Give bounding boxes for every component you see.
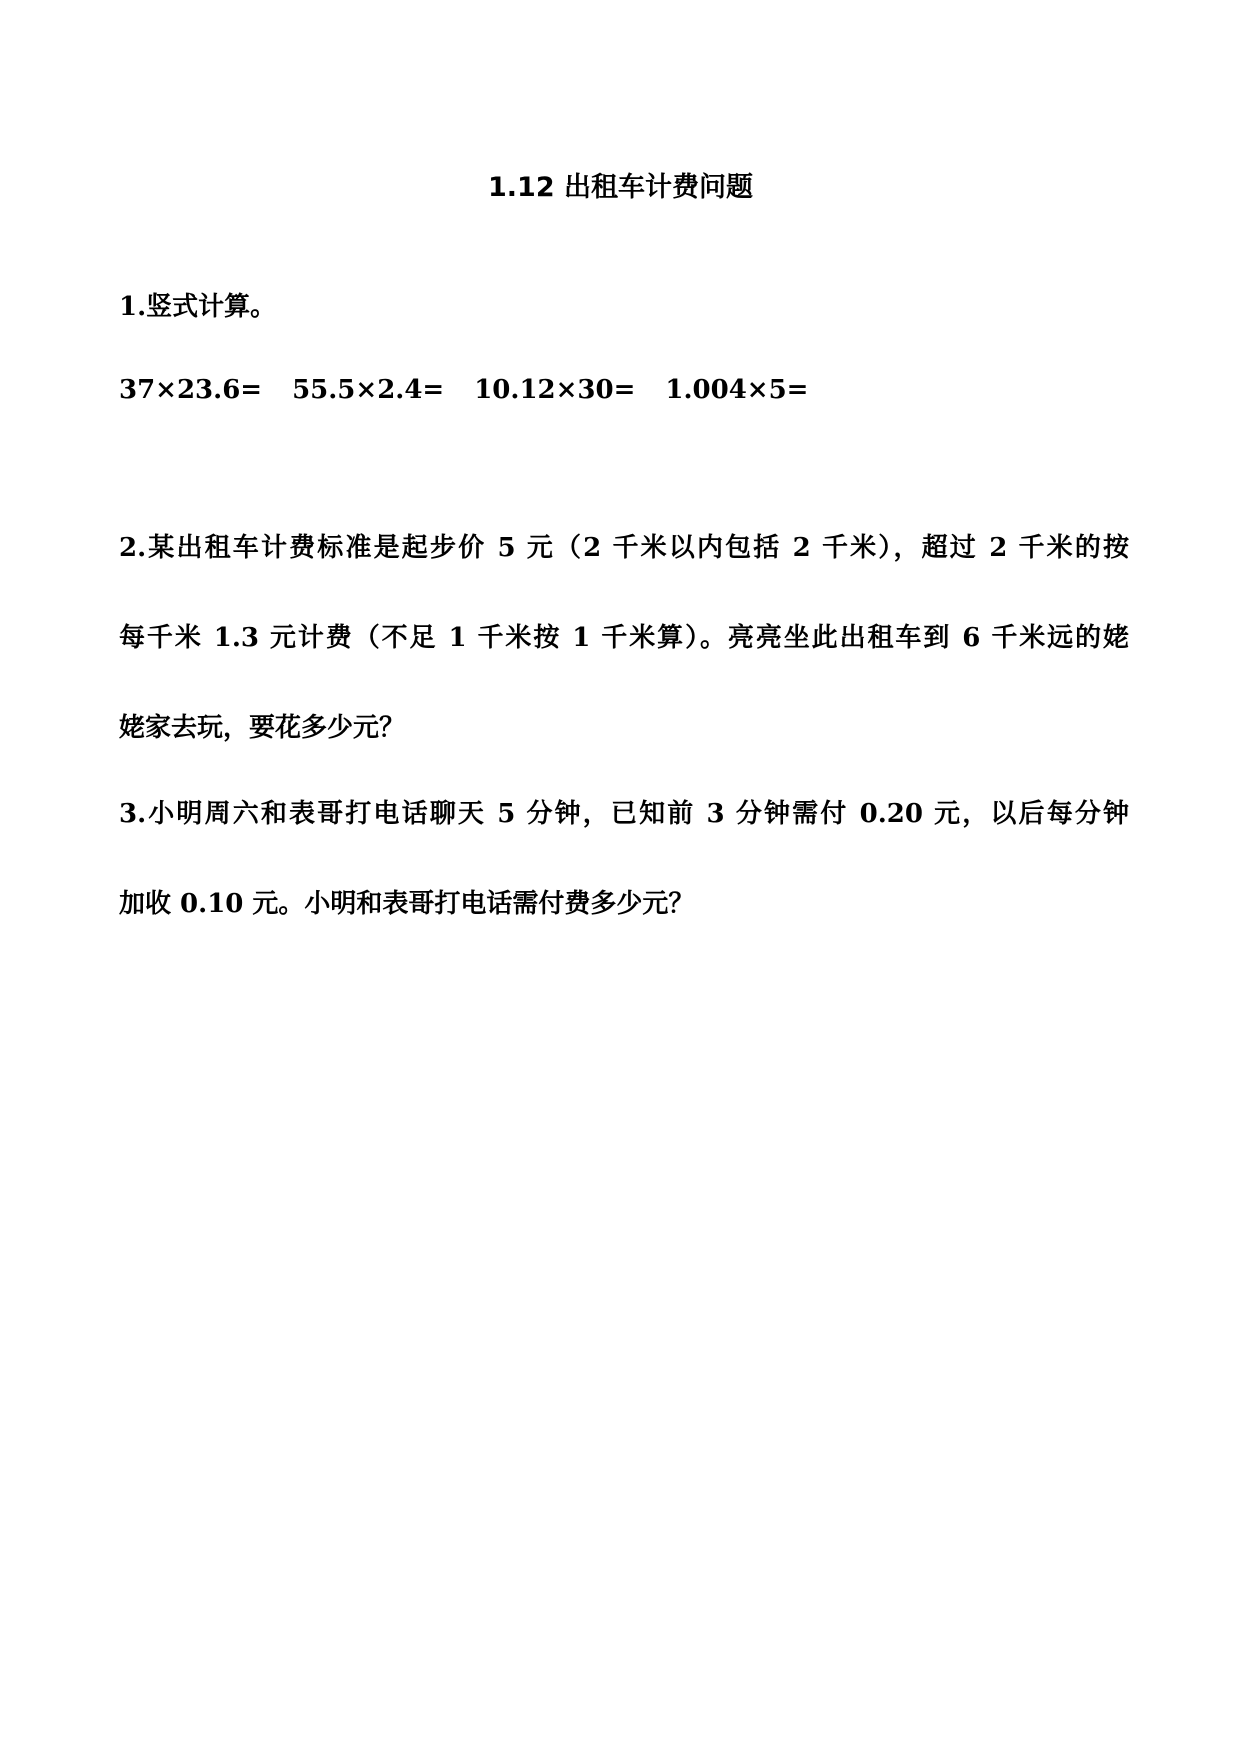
question-2-line: 姥家去玩，要花多少元？ [119,713,406,743]
question-3-line: 3.小明周六和表哥打电话聊天 5 分钟，已知前 3 分钟需付 0.20 元，以后每分钟 [119,799,1129,829]
question-3-line: 加收 0.10 元。小明和表哥打电话需付费多少元？ [119,889,695,919]
question-1-heading: 1.竖式计算。 [119,292,277,322]
question-2-line: 每千米 1.3 元计费（不足 1 千米按 1 千米算）。亮亮坐此出租车到 6 千米远的姥 [119,623,1129,653]
question-2-line: 2.某出租车计费标准是起步价 5 元（2 千米以内包括 2 千米），超过 2 千米的按 [119,533,1129,563]
calculation-item: 37×23.6= [119,375,263,405]
page-title: 1.12 出租车计费问题 [487,172,754,203]
calculation-item: 10.12×30= [474,375,636,405]
calculation-list [119,370,809,410]
calculation-item: 55.5×2.4= [292,375,445,405]
calculation-item: 1.004×5= [665,375,809,405]
